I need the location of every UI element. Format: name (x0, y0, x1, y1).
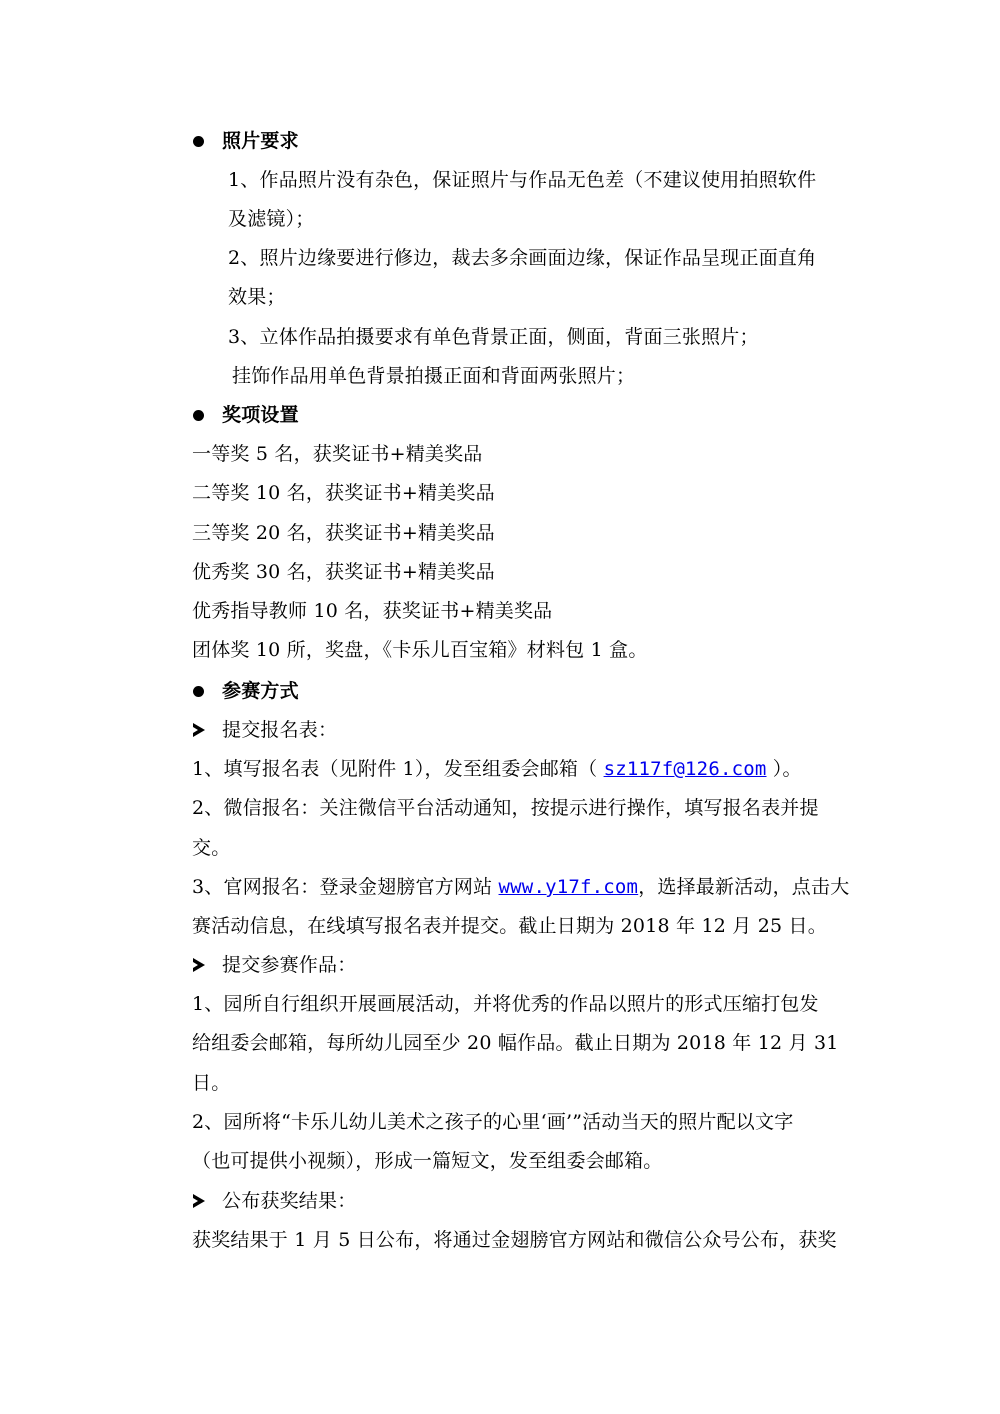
works-line: 给组委会邮箱，每所幼儿园至少 20 幅作品。截止日期为 2018 年 12 月 31 (192, 1032, 839, 1054)
registration-item-3 (192, 875, 849, 899)
section-title-participation: 参赛方式 (222, 680, 299, 702)
photo-line: 3、立体作品拍摄要求有单色背景正面，侧面，背面三张照片； (228, 326, 759, 348)
award-line: 优秀奖 30 名，获奖证书+精美奖品 (192, 561, 495, 583)
registration-item-1-tail: ）。 (766, 758, 802, 780)
results-line: 获奖结果于 1 月 5 日公布，将通过金翅膀官方网站和微信公众号公布，获奖 (192, 1229, 837, 1251)
arrow-bullet-icon (193, 958, 205, 972)
registration-item-2-cont: 交。 (192, 837, 231, 859)
photo-line: 1、作品照片没有杂色，保证照片与作品无色差（不建议使用拍照软件 (228, 169, 817, 191)
award-line: 二等奖 10 名，获奖证书+精美奖品 (192, 482, 495, 504)
registration-item-3-tail: ，选择最新活动，点击大 (638, 876, 850, 898)
works-line: 1、园所自行组织开展画展活动，并将优秀的作品以照片的形式压缩打包发 (192, 993, 819, 1015)
subheading-results: 公布获奖结果： (222, 1190, 357, 1212)
bullet-icon (193, 686, 204, 697)
email-link[interactable]: sz117f@126.com (603, 758, 767, 780)
award-line: 一等奖 5 名，获奖证书+精美奖品 (192, 443, 483, 465)
works-line: 日。 (192, 1072, 231, 1094)
arrow-bullet-icon (193, 723, 205, 737)
bullet-icon (193, 410, 204, 421)
works-line: （也可提供小视频），形成一篇短文，发至组委会邮箱。 (192, 1150, 663, 1172)
award-line: 优秀指导教师 10 名，获奖证书+精美奖品 (192, 600, 553, 622)
registration-item-3-cont: 赛活动信息，在线填写报名表并提交。截止日期为 2018 年 12 月 25 日。 (192, 915, 827, 937)
photo-line: 2、照片边缘要进行修边，裁去多余画面边缘，保证作品呈现正面直角 (228, 247, 817, 269)
arrow-bullet-icon (193, 1194, 205, 1208)
photo-line: 挂饰作品用单色背景拍摄正面和背面两张照片； (232, 365, 636, 387)
award-line: 团体奖 10 所，奖盘，《卡乐儿百宝箱》材料包 1 盒。 (192, 639, 648, 661)
registration-item-3-text: 3、官网报名：登录金翅膀官方网站 (192, 876, 499, 898)
award-line: 三等奖 20 名，获奖证书+精美奖品 (192, 522, 495, 544)
registration-item-2: 2、微信报名：关注微信平台活动通知，按提示进行操作，填写报名表并提 (192, 797, 819, 819)
photo-line: 效果； (228, 286, 286, 308)
bullet-icon (193, 136, 204, 147)
photo-line: 及滤镜）； (228, 208, 315, 230)
section-title-awards: 奖项设置 (222, 404, 299, 426)
subheading-submit-works: 提交参赛作品： (222, 954, 357, 976)
registration-item-1 (192, 757, 802, 781)
works-line: 2、园所将“卡乐儿幼儿美术之孩子的心里‘画’”活动当天的照片配以文字 (192, 1111, 794, 1133)
subheading-registration: 提交报名表： (222, 719, 338, 741)
section-title-photo: 照片要求 (222, 130, 299, 152)
registration-item-1-text: 1、填写报名表（见附件 1），发至组委会邮箱（ (192, 758, 604, 780)
website-link[interactable]: www.y17f.com (498, 876, 639, 898)
